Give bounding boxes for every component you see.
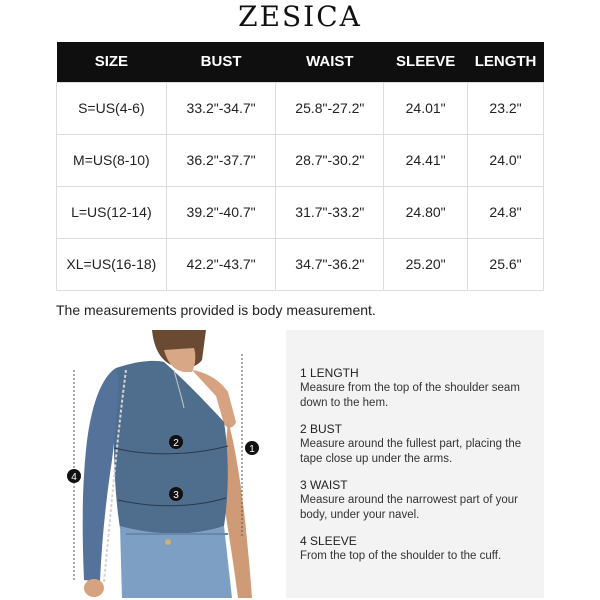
marker-waist-label: 3 [173, 490, 179, 501]
guide-text: Measure from the top of the shoulder seam down to the hem. [300, 382, 520, 409]
measurement-note: The measurements provided is body measurement. [56, 302, 376, 318]
cell-sleeve: 25.20" [384, 238, 468, 290]
header-sleeve: SLEEVE [384, 42, 468, 82]
cell-sleeve: 24.41" [384, 134, 468, 186]
size-chart-table [56, 42, 544, 291]
cell-bust: 39.2"-40.7" [166, 186, 276, 238]
cell-bust: 42.2"-43.7" [166, 238, 276, 290]
guide-length [300, 366, 530, 411]
table-row [57, 82, 544, 134]
denim-jeans [120, 526, 232, 598]
guide-heading: 1 LENGTH [300, 366, 359, 380]
cell-size: S=US(4-6) [57, 82, 167, 134]
marker-length-label: 1 [249, 444, 255, 455]
cell-length: 23.2" [468, 82, 544, 134]
cell-length: 24.0" [468, 134, 544, 186]
table-row [57, 238, 544, 290]
guide-text: Measure around the narrowest part of your body, under your navel. [300, 494, 518, 521]
header-size: SIZE [57, 42, 167, 82]
cell-bust: 36.2"-37.7" [166, 134, 276, 186]
cell-bust: 33.2"-34.7" [166, 82, 276, 134]
model-figure [56, 330, 276, 598]
cell-size: XL=US(16-18) [57, 238, 167, 290]
cell-size: L=US(12-14) [57, 186, 167, 238]
guide-heading: 2 BUST [300, 422, 343, 436]
jeans-button [165, 539, 171, 545]
cell-waist: 34.7"-36.2" [276, 238, 384, 290]
guide-text: From the top of the shoulder to the cuff. [300, 550, 502, 562]
cell-waist: 31.7"-33.2" [276, 186, 384, 238]
marker-bust-label: 2 [173, 438, 179, 449]
guide-sleeve [300, 534, 530, 564]
cell-sleeve: 24.80" [384, 186, 468, 238]
guide-waist [300, 478, 530, 523]
cell-length: 24.8" [468, 186, 544, 238]
header-length: LENGTH [468, 42, 544, 82]
table-row [57, 134, 544, 186]
cell-waist: 25.8"-27.2" [276, 82, 384, 134]
cell-size: M=US(8-10) [57, 134, 167, 186]
table-row [57, 186, 544, 238]
marker-sleeve-label: 4 [71, 472, 77, 483]
cell-sleeve: 24.01" [384, 82, 468, 134]
header-bust: BUST [166, 42, 276, 82]
model-illustration [56, 330, 276, 598]
guide-bust [300, 422, 530, 467]
measure-guide-panel [286, 330, 544, 598]
cell-length: 25.6" [468, 238, 544, 290]
brand-logo: ZESICA [238, 0, 362, 33]
guide-heading: 4 SLEEVE [300, 534, 357, 548]
long-sleeve [83, 368, 118, 582]
header-waist: WAIST [276, 42, 384, 82]
hand-shape [84, 579, 104, 597]
table-header-row [57, 42, 544, 82]
guide-heading: 3 WAIST [300, 478, 348, 492]
guide-text: Measure around the fullest part, placing the tape close up under the arms. [300, 438, 522, 465]
cell-waist: 28.7"-30.2" [276, 134, 384, 186]
